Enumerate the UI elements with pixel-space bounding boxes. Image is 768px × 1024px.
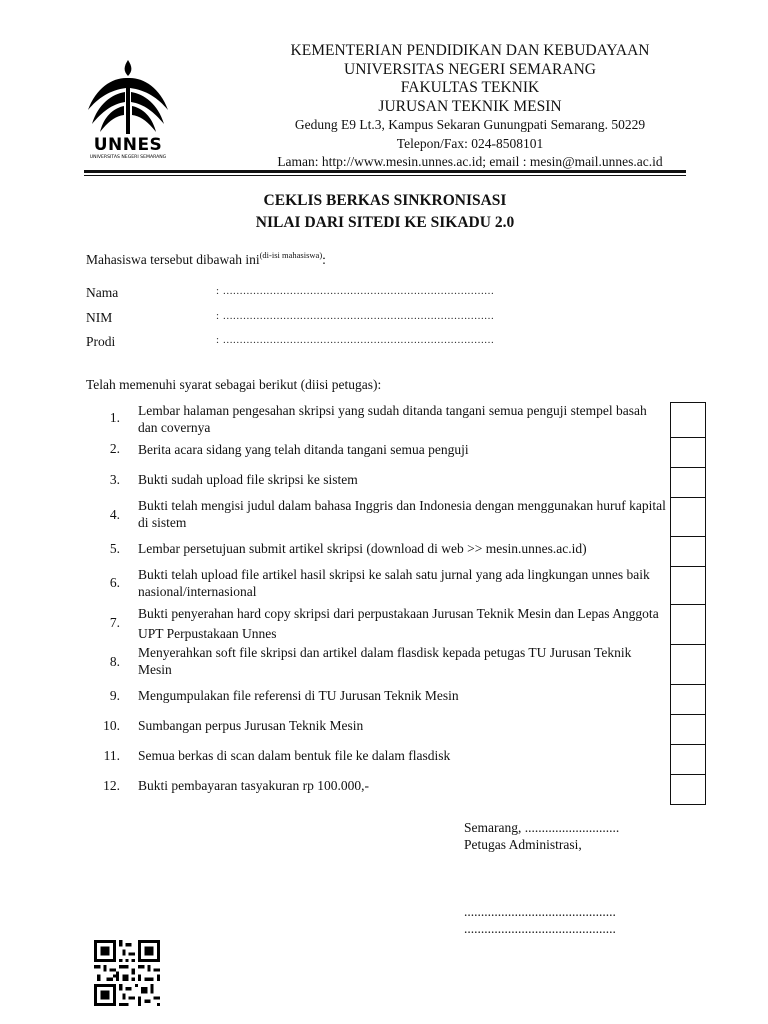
- item-number: 4.: [109, 507, 120, 522]
- field-label: Nama: [86, 285, 119, 300]
- item-text: Bukti telah mengisi judul dalam bahasa Inggris dan Indonesia dengan menggunakan huruf kapital di sistem: [138, 498, 666, 530]
- item-number: 9.: [109, 688, 120, 703]
- checkbox-3[interactable]: [671, 468, 705, 498]
- ministry-name: KEMENTERIAN PENDIDIKAN DAN KEBUDAYAAN: [290, 42, 650, 59]
- intro-label: Mahasiswa tersebut dibawah ini: [86, 252, 260, 267]
- item-text: Sumbangan perpus Jurusan Teknik Mesin: [138, 718, 364, 733]
- item-number: 2.: [109, 441, 120, 456]
- logo-subtitle: UNIVERSITAS NEGERI SEMARANG: [89, 155, 167, 160]
- logo-wordmark: UNNES: [93, 135, 163, 155]
- item-number: 11.: [103, 748, 120, 763]
- checkbox-8[interactable]: [671, 645, 705, 685]
- header-divider: [84, 170, 686, 173]
- header-divider-thin: [84, 175, 686, 176]
- checkbox-1[interactable]: [671, 403, 705, 438]
- item-number: 3.: [109, 472, 120, 487]
- address: Gedung E9 Lt.3, Kampus Sekaran Gunungpati Semarang. 50229: [294, 117, 646, 132]
- item-number: 7.: [109, 615, 120, 630]
- item-text: Semua berkas di scan dalam bentuk file ke dalam flasdisk: [138, 748, 451, 763]
- letterhead: [200, 42, 740, 172]
- checkbox-5[interactable]: [671, 537, 705, 567]
- signature-line-1: .............................................: [464, 904, 616, 919]
- faculty-name: FAKULTAS TEKNIK: [400, 79, 540, 96]
- checkbox-4[interactable]: [671, 498, 705, 537]
- field-nim: [86, 310, 606, 330]
- unnes-logo-icon: [82, 58, 174, 146]
- checkbox-6[interactable]: [671, 567, 705, 605]
- field-blank[interactable]: : .................................................................................: [216, 285, 495, 297]
- phone-fax: Telepon/Fax: 024-8508101: [396, 135, 544, 151]
- checkbox-12[interactable]: [671, 775, 705, 805]
- field-label: NIM: [86, 310, 113, 325]
- checkbox-2[interactable]: [671, 438, 705, 468]
- item-text: Bukti telah upload file artikel hasil skripsi ke salah satu jurnal yang ada lingkungan unnes baik nasional/internasional: [138, 567, 650, 599]
- signature-line-2: .............................................: [464, 921, 616, 936]
- item-text: Menyerahkan soft file skripsi dan artikel dalam flasdisk kepada petugas TU Jurusan Teknik Mesin: [138, 645, 632, 677]
- field-blank[interactable]: : .................................................................................: [216, 310, 495, 322]
- item-text: Mengumpulakan file referensi di TU Jurusan Teknik Mesin: [138, 688, 459, 703]
- intro-text: [86, 250, 326, 268]
- item-text: Lembar persetujuan submit artikel skripsi (download di web >> mesin.unnes.ac.id): [138, 541, 587, 556]
- item-text: Bukti penyerahan hard copy skripsi dari perpustakaan Jurusan Teknik Mesin dan Lepas Anggota UPT Perpustakaan Unnes: [138, 606, 659, 641]
- field-nama: [86, 285, 606, 305]
- intro-colon: :: [322, 252, 326, 267]
- field-label: Prodi: [86, 334, 116, 349]
- title-line-2: NILAI DARI SITEDI KE SIKADU 2.0: [255, 214, 515, 231]
- checkbox-7[interactable]: [671, 605, 705, 645]
- signature-role: Petugas Administrasi,: [464, 837, 582, 852]
- item-number: 5.: [109, 541, 120, 556]
- department-name: JURUSAN TEKNIK MESIN: [378, 97, 562, 115]
- item-number: 6.: [109, 575, 120, 590]
- document-title: [84, 190, 686, 234]
- field-blank[interactable]: : .................................................................................: [216, 334, 495, 346]
- item-text: Berita acara sidang yang telah ditanda tangani semua penguji: [138, 442, 469, 457]
- checkbox-9[interactable]: [671, 685, 705, 715]
- item-number: 10.: [103, 718, 120, 733]
- checkbox-11[interactable]: [671, 745, 705, 775]
- signature-place-date: Semarang, ............................: [464, 820, 620, 835]
- item-number: 1.: [109, 410, 120, 425]
- title-line-1: CEKLIS BERKAS SINKRONISASI: [263, 192, 507, 209]
- website-email: Laman: http://www.mesin.unnes.ac.id; email : mesin@mail.unnes.ac.id: [277, 154, 663, 169]
- requirements-heading: Telah memenuhi syarat sebagai berikut (diisi petugas):: [86, 377, 382, 392]
- qr-code-icon: [94, 940, 160, 1006]
- item-text: Bukti sudah upload file skripsi ke sistem: [138, 472, 358, 487]
- checkbox-10[interactable]: [671, 715, 705, 745]
- university-name: UNIVERSITAS NEGERI SEMARANG: [344, 60, 596, 78]
- item-number: 12.: [103, 778, 120, 793]
- item-number: 8.: [109, 654, 120, 669]
- intro-note: (di-isi mahasiswa): [259, 250, 323, 260]
- item-text: Lembar halaman pengesahan skripsi yang sudah ditanda tangani semua penguji stempel basah dan covernya: [138, 403, 647, 435]
- university-logo: [82, 58, 174, 166]
- checkbox-column: [670, 402, 706, 805]
- field-prodi: [86, 334, 606, 354]
- item-text: Bukti pembayaran tasyakuran rp 100.000,-: [138, 778, 369, 793]
